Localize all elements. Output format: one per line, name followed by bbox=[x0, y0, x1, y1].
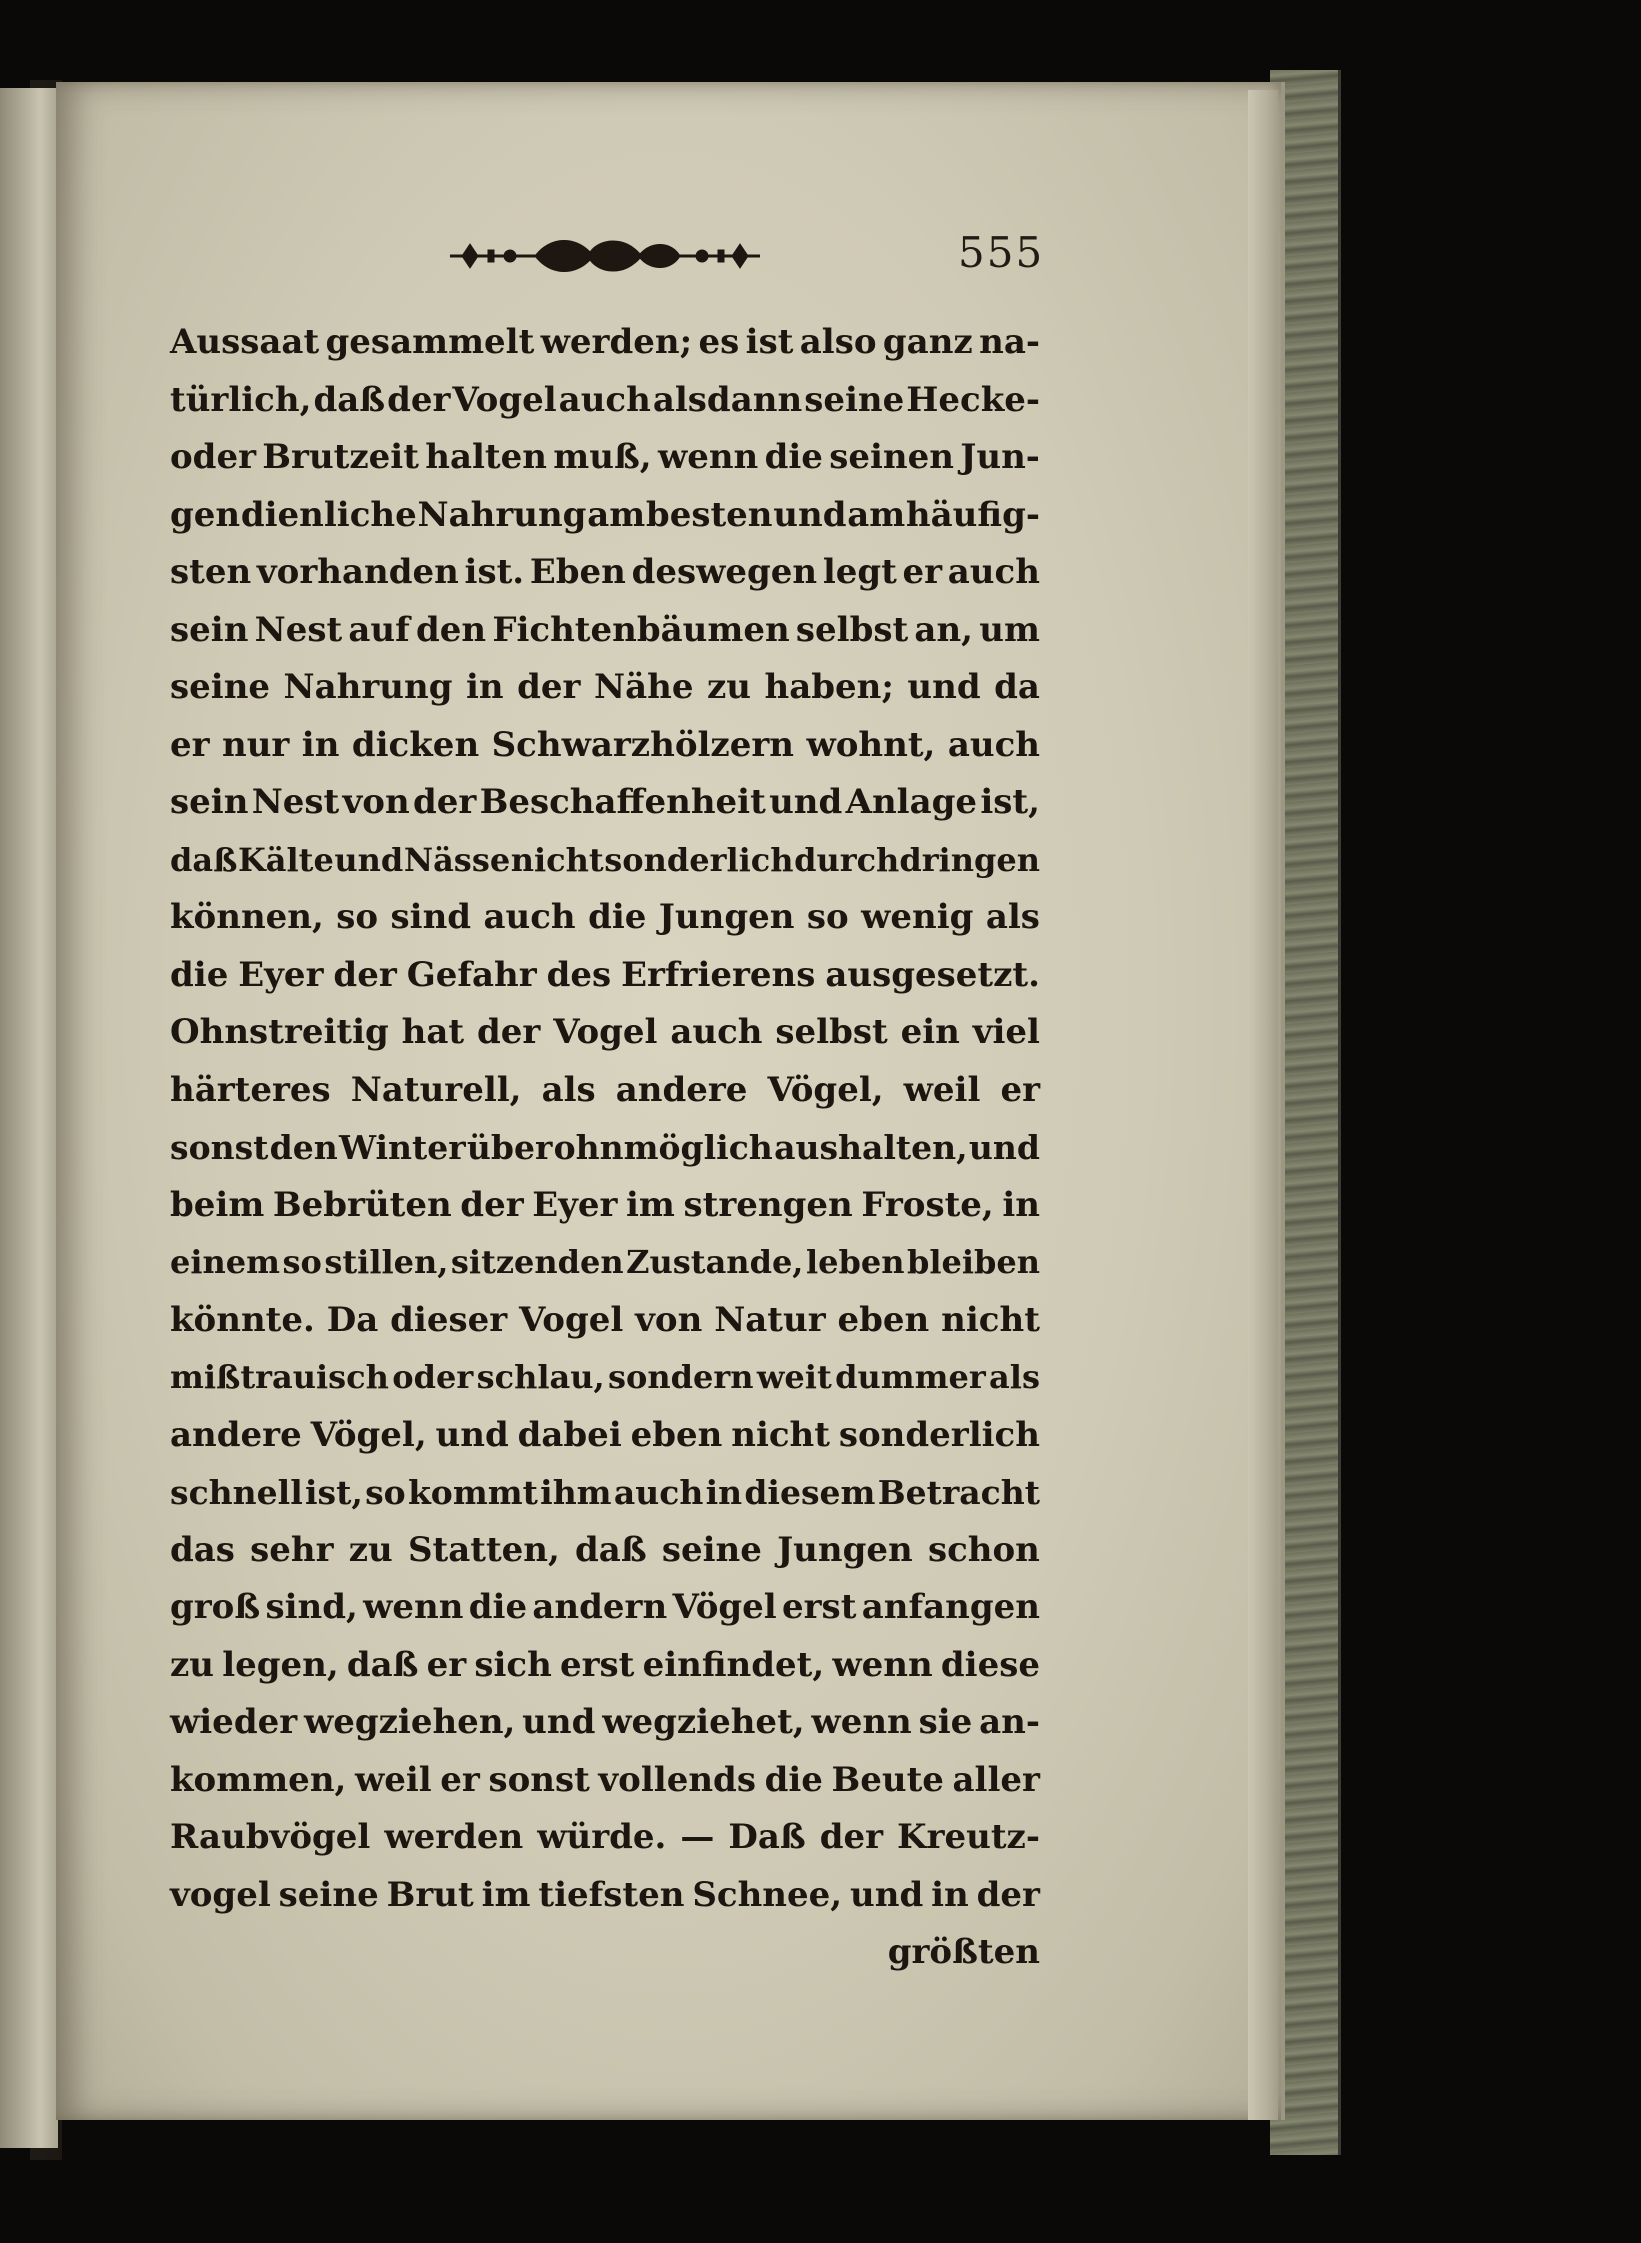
word: am bbox=[587, 494, 646, 535]
word: als bbox=[541, 1069, 596, 1110]
word: — bbox=[680, 1817, 715, 1857]
word: Eben bbox=[529, 552, 626, 592]
word: wenn bbox=[811, 1702, 912, 1742]
word: oder bbox=[392, 1358, 474, 1396]
word: und bbox=[968, 1128, 1040, 1167]
word: so bbox=[365, 1473, 406, 1512]
word: zu bbox=[348, 1529, 393, 1570]
word: Fichtenbäumen bbox=[492, 609, 790, 650]
word: auch bbox=[483, 897, 576, 937]
word: seinen bbox=[829, 437, 954, 477]
word: selbst bbox=[775, 1012, 888, 1052]
word: Natur bbox=[714, 1299, 826, 1340]
word: andern bbox=[532, 1587, 668, 1627]
text-line bbox=[170, 1867, 1040, 1925]
word: Brutzeit bbox=[262, 437, 419, 477]
word: als bbox=[985, 897, 1040, 937]
text-line bbox=[170, 1694, 1040, 1752]
word: daß bbox=[575, 1529, 647, 1570]
word: er bbox=[1000, 1069, 1040, 1110]
word: sonderlich bbox=[604, 840, 794, 879]
word: kommt bbox=[407, 1473, 538, 1512]
text-line bbox=[170, 659, 1040, 717]
word: Da bbox=[326, 1299, 379, 1340]
word: ganz bbox=[882, 322, 973, 362]
word: Vogel bbox=[452, 379, 557, 420]
word: leben bbox=[805, 1243, 905, 1281]
word: Hecke- bbox=[906, 379, 1040, 420]
word: Nähe bbox=[593, 667, 694, 707]
word: und bbox=[850, 1874, 924, 1915]
word: Schwarzhölzern bbox=[491, 724, 794, 765]
word: andere bbox=[615, 1069, 748, 1110]
word: Kreutz- bbox=[897, 1817, 1040, 1857]
word: er bbox=[440, 1759, 480, 1800]
word: auch bbox=[947, 552, 1040, 592]
word: er bbox=[902, 552, 943, 592]
word: vogel bbox=[170, 1874, 271, 1915]
word: im bbox=[481, 1874, 531, 1915]
word: Naturell, bbox=[350, 1069, 522, 1110]
word: dabei bbox=[517, 1414, 622, 1455]
word: weil bbox=[903, 1069, 981, 1110]
word: Daß bbox=[728, 1817, 806, 1857]
word: tiefsten bbox=[538, 1874, 685, 1915]
text-line bbox=[170, 1752, 1040, 1810]
word: sonderlich bbox=[838, 1414, 1040, 1455]
word: schnell bbox=[170, 1473, 303, 1512]
word: der bbox=[387, 379, 451, 420]
word: härteres bbox=[170, 1069, 331, 1110]
text-line bbox=[170, 487, 1040, 545]
text-line bbox=[170, 947, 1040, 1005]
word: da bbox=[994, 667, 1040, 707]
word: von bbox=[342, 782, 410, 822]
text-line bbox=[170, 832, 1040, 890]
word: nur bbox=[221, 724, 290, 765]
word: ausgesetzt. bbox=[825, 954, 1040, 995]
word: daß bbox=[170, 840, 238, 879]
text-line bbox=[170, 1407, 1040, 1465]
word: einem bbox=[170, 1243, 280, 1281]
word: deswegen bbox=[631, 552, 818, 592]
word: der bbox=[412, 782, 477, 822]
text-line bbox=[170, 774, 1040, 832]
word: groß bbox=[170, 1587, 261, 1627]
word: des bbox=[546, 954, 612, 995]
word: auf bbox=[348, 609, 410, 650]
word: diese bbox=[940, 1644, 1040, 1685]
word: Froste, bbox=[861, 1184, 994, 1225]
text-line bbox=[170, 1119, 1040, 1177]
word: häufig- bbox=[905, 494, 1040, 535]
word: hat bbox=[401, 1012, 465, 1052]
word: auch bbox=[670, 1012, 763, 1052]
word: und bbox=[522, 1702, 596, 1742]
word: Ohnstreitig bbox=[170, 1012, 389, 1052]
word: vorhanden bbox=[256, 552, 459, 592]
text-line bbox=[170, 1464, 1040, 1522]
word: dieser bbox=[390, 1299, 508, 1340]
word: seine bbox=[278, 1874, 379, 1915]
word: an- bbox=[979, 1702, 1040, 1742]
word: dienliche bbox=[240, 494, 417, 535]
word: alsdann bbox=[652, 379, 803, 420]
word: ohnmöglich bbox=[553, 1128, 773, 1167]
word: Jun- bbox=[960, 437, 1040, 477]
word: in bbox=[466, 667, 504, 707]
word: Vogel bbox=[553, 1012, 658, 1052]
word: Jungen bbox=[777, 1529, 913, 1570]
word: die bbox=[170, 954, 229, 995]
body-text bbox=[170, 314, 1040, 1982]
word: Vögel, bbox=[310, 1414, 427, 1455]
text-line bbox=[170, 1349, 1040, 1407]
text-line bbox=[170, 1292, 1040, 1350]
word: erst bbox=[560, 1644, 635, 1685]
word: Beschaffenheit bbox=[479, 782, 766, 822]
word: die bbox=[764, 1759, 823, 1800]
word: Nahrung bbox=[417, 494, 587, 535]
word: sehr bbox=[250, 1529, 334, 1570]
word: Bebrüten bbox=[272, 1184, 452, 1225]
text-line bbox=[170, 544, 1040, 602]
word: weit bbox=[756, 1358, 832, 1396]
word: der bbox=[476, 1012, 541, 1052]
word: Anlage bbox=[845, 782, 978, 822]
word: zu bbox=[170, 1644, 215, 1685]
word: ein bbox=[900, 1012, 960, 1052]
word: aller bbox=[952, 1759, 1040, 1800]
word: kommen, bbox=[170, 1759, 347, 1800]
word: sten bbox=[170, 552, 252, 592]
word: nicht bbox=[510, 840, 604, 879]
word: nicht bbox=[731, 1414, 830, 1455]
text-line bbox=[170, 717, 1040, 775]
word: muß, bbox=[553, 437, 652, 477]
word: legt bbox=[822, 552, 897, 592]
word: sind, bbox=[265, 1587, 358, 1627]
word: um bbox=[979, 609, 1040, 650]
word: gen bbox=[170, 494, 241, 535]
word: wenig bbox=[861, 897, 974, 937]
word: türlich, bbox=[170, 379, 312, 420]
word: wohnt, bbox=[806, 724, 936, 765]
word: Eyer bbox=[532, 1184, 618, 1225]
text-line bbox=[170, 1234, 1040, 1292]
text-line bbox=[170, 1579, 1040, 1637]
word: zu bbox=[706, 667, 751, 707]
word: ist. bbox=[464, 552, 525, 592]
word: und bbox=[334, 840, 404, 879]
word: und bbox=[773, 494, 847, 535]
word: Nahrung bbox=[283, 667, 453, 707]
word: Eyer bbox=[238, 954, 324, 995]
word: sitzenden bbox=[450, 1243, 624, 1281]
word: seine bbox=[170, 667, 271, 707]
word: Vögel, bbox=[767, 1069, 884, 1110]
text-line bbox=[170, 372, 1040, 430]
word: sonst bbox=[488, 1759, 590, 1800]
word: und bbox=[435, 1414, 509, 1455]
text-line bbox=[170, 889, 1040, 947]
word: seine bbox=[661, 1529, 762, 1570]
word: Jungen bbox=[658, 897, 795, 937]
word: seine bbox=[804, 379, 905, 420]
word: ist bbox=[745, 322, 794, 362]
word: einfindet, bbox=[642, 1644, 825, 1685]
word: Gefahr bbox=[406, 954, 537, 995]
word: schon bbox=[927, 1529, 1040, 1570]
word: daß bbox=[346, 1644, 419, 1685]
word: eben bbox=[630, 1414, 723, 1455]
word: Vogel bbox=[519, 1299, 624, 1340]
word: Vögel bbox=[672, 1587, 777, 1627]
word: wenn bbox=[657, 437, 759, 477]
word: schlau, bbox=[476, 1358, 605, 1396]
word: Erfrierens bbox=[621, 954, 816, 995]
word: bleiben bbox=[906, 1243, 1040, 1281]
word: in bbox=[931, 1874, 969, 1915]
word: an, bbox=[914, 609, 974, 650]
word: würde. bbox=[537, 1817, 667, 1857]
word: anfangen bbox=[861, 1587, 1040, 1627]
text-line bbox=[170, 314, 1040, 372]
word: haben; bbox=[764, 667, 894, 707]
word: werden; bbox=[540, 322, 693, 362]
word: sondern bbox=[608, 1358, 754, 1396]
word: Nässe bbox=[403, 840, 511, 879]
word: sein bbox=[170, 609, 249, 650]
text-line bbox=[170, 1062, 1040, 1120]
word: sich bbox=[474, 1644, 552, 1685]
word: Statten, bbox=[407, 1529, 560, 1570]
text-line bbox=[170, 602, 1040, 660]
word: erst bbox=[782, 1587, 857, 1627]
word: andere bbox=[170, 1414, 302, 1455]
word: nicht bbox=[941, 1299, 1040, 1340]
word: auch bbox=[947, 724, 1040, 765]
word: als bbox=[989, 1358, 1040, 1396]
word: er bbox=[170, 724, 210, 765]
word: legen, bbox=[222, 1644, 339, 1685]
word: den bbox=[415, 609, 487, 650]
word: Nest bbox=[251, 782, 340, 822]
word: wenn bbox=[832, 1644, 933, 1685]
page-number: 555 bbox=[958, 228, 1045, 277]
word: wenn bbox=[363, 1587, 464, 1627]
word: dummer bbox=[835, 1358, 986, 1396]
page-fore-edge bbox=[1248, 90, 1278, 2120]
word: Nest bbox=[254, 609, 343, 650]
word: die bbox=[588, 897, 647, 937]
word: wegziehen, bbox=[303, 1702, 516, 1742]
word: könnte. bbox=[170, 1299, 315, 1340]
word: der bbox=[819, 1817, 884, 1857]
text-line bbox=[170, 1637, 1040, 1695]
word: in bbox=[1002, 1184, 1040, 1225]
word: es bbox=[698, 322, 740, 362]
word: mißtrauisch bbox=[170, 1358, 389, 1396]
word: auch bbox=[558, 379, 651, 420]
word: also bbox=[799, 322, 877, 362]
word: Winter bbox=[339, 1128, 466, 1167]
word: Raubvögel bbox=[170, 1817, 371, 1857]
word: so bbox=[282, 1243, 322, 1281]
word: der bbox=[517, 667, 581, 707]
word: Zustande, bbox=[626, 1243, 804, 1281]
word: der bbox=[333, 954, 397, 995]
word: auch bbox=[613, 1473, 704, 1512]
word: durchdringen bbox=[794, 840, 1040, 879]
word: und bbox=[907, 667, 981, 707]
word: in bbox=[705, 1473, 743, 1512]
word: von bbox=[635, 1299, 703, 1340]
word: Beute bbox=[831, 1759, 944, 1800]
word: im bbox=[626, 1184, 675, 1225]
text-line bbox=[170, 1809, 1040, 1867]
word: strengen bbox=[683, 1184, 853, 1225]
word: gesammelt bbox=[325, 322, 535, 362]
word: oder bbox=[170, 437, 256, 477]
word: er bbox=[426, 1644, 467, 1685]
word: die bbox=[764, 437, 823, 477]
header-ornament-icon bbox=[440, 232, 770, 274]
word: der bbox=[976, 1874, 1040, 1915]
word: sein bbox=[170, 782, 249, 822]
catchword: größten bbox=[887, 1932, 1040, 1972]
word: der bbox=[460, 1184, 524, 1225]
word: das bbox=[170, 1529, 235, 1570]
word: selbst bbox=[795, 609, 909, 650]
word: Kälte bbox=[237, 840, 334, 879]
word: die bbox=[468, 1587, 528, 1627]
text-line bbox=[170, 1177, 1040, 1235]
word: vollends bbox=[598, 1759, 756, 1800]
word: eben bbox=[837, 1299, 930, 1340]
word: Aussaat bbox=[170, 322, 320, 362]
word: ist, bbox=[304, 1473, 363, 1512]
word: sie bbox=[918, 1702, 973, 1742]
word: Schnee, bbox=[692, 1874, 843, 1915]
word: stillen, bbox=[324, 1243, 449, 1281]
word: werden bbox=[384, 1817, 524, 1857]
word: wegziehet, bbox=[602, 1702, 805, 1742]
word: wieder bbox=[170, 1702, 298, 1742]
word: daß bbox=[313, 379, 386, 420]
word: ist, bbox=[980, 782, 1040, 822]
word: so bbox=[336, 897, 379, 937]
word: Brut bbox=[386, 1874, 474, 1915]
word: in bbox=[301, 724, 340, 765]
word: dicken bbox=[351, 724, 480, 765]
word: na- bbox=[979, 322, 1040, 362]
word: aushalten, bbox=[774, 1128, 968, 1167]
word: so bbox=[806, 897, 849, 937]
word: viel bbox=[972, 1012, 1040, 1052]
text-line bbox=[170, 429, 1040, 487]
word: weil bbox=[354, 1759, 432, 1800]
word: den bbox=[269, 1128, 338, 1167]
word: können, bbox=[170, 897, 324, 937]
word: beim bbox=[170, 1184, 265, 1225]
word: sonst bbox=[170, 1128, 269, 1167]
word: sind bbox=[390, 897, 472, 937]
facing-page-edge bbox=[0, 88, 58, 2148]
word: diesem bbox=[744, 1473, 876, 1512]
word: ihm bbox=[540, 1473, 612, 1512]
word: halten bbox=[425, 437, 547, 477]
word: besten bbox=[645, 494, 773, 535]
word: und bbox=[769, 782, 843, 822]
text-line bbox=[170, 1522, 1040, 1580]
text-line bbox=[170, 1004, 1040, 1062]
word: am bbox=[847, 494, 906, 535]
word: über bbox=[466, 1128, 553, 1167]
word: Betracht bbox=[877, 1473, 1040, 1512]
